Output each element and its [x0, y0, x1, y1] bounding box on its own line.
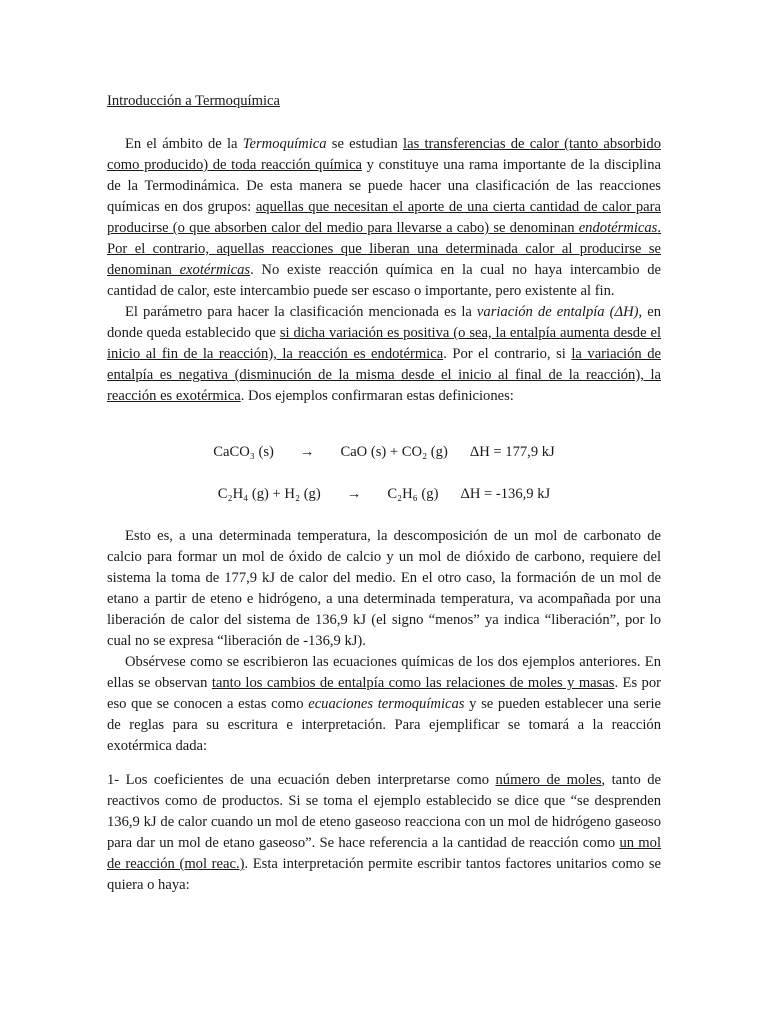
emphasis: variación de entalpía (ΔH), [476, 304, 643, 320]
explanation-section [107, 526, 661, 757]
underlined-text: la variación de entalpía es negativa (disminución de la misma desde el inicio al final de la reacción), la reacción es exotérmica [107, 346, 661, 404]
text: . Esta interpretación permite escribir tantos factores unitarios como se quiera o haya: [107, 856, 661, 893]
rule-1-paragraph [107, 770, 661, 896]
text: . Es por eso que se conocen a estas como [107, 675, 661, 712]
eq2-arrow: → [346, 486, 362, 502]
text: . No existe reacción química en la cual no haya intercambio de cantidad de calor, este intercambio puede ser escaso o importante, pero existente al fin. [107, 262, 662, 299]
equation-1 [107, 442, 661, 462]
underlined-text: tanto los cambios de entalpía como las relaciones de moles y masas [211, 675, 615, 691]
eq2-product: C₂H₆ (g) [387, 486, 439, 502]
underlined-text: las transferencias de calor (tanto absorbido como producido) de toda reacción química [107, 136, 661, 173]
text: . Por el contrario, aquellas reacciones que liberan una determinada calor al producirse se denominan [107, 220, 661, 278]
emphasis: Termoquímica [242, 136, 327, 152]
eq1-reactant: CaCO₃ (s) [213, 444, 274, 460]
emphasis: endotérmicas [578, 220, 658, 236]
underlined-text: número de moles [495, 772, 602, 788]
emphasis: ecuaciones termoquímicas [308, 696, 465, 712]
underlined-text: si dicha variación es positiva (o sea, la entalpía aumenta desde el inicio al fin de la reacción), la reacción es endotérmica [107, 325, 661, 362]
emphasis: exotérmicas [179, 262, 251, 278]
document-title: Introducción a Termoquímica [107, 93, 280, 109]
text: aquellas que necesitan el aporte de una cierta cantidad de calor para producirse (o que absorben calor del medio para llevarse a cabo) se denominan [107, 199, 661, 236]
rule-1-section [107, 770, 661, 896]
text: en donde queda establecido que [107, 304, 661, 341]
underlined-text: un mol de reacción (mol reac.) [107, 835, 661, 872]
text: 1- Los coeficientes de una ecuación deben interpretarse como [107, 772, 496, 788]
text: En el ámbito de la [125, 136, 243, 152]
text: se estudian [326, 136, 404, 152]
text: Obsérvese como se escribieron las ecuaciones químicas de los dos ejemplos anteriores. En ellas se observan [107, 654, 661, 691]
text: El parámetro para hacer la clasificación mencionada es la [125, 304, 477, 320]
paragraph-2 [107, 302, 661, 407]
text: . Dos ejemplos confirmaran estas definiciones: [240, 388, 514, 404]
intro-section [107, 134, 661, 407]
text: y constituye una rama importante de la disciplina de la Termodinámica. De esta manera se puede hacer una clasificación de las reacciones químicas en dos grupos: [107, 157, 661, 215]
eq1-products: CaO (s) + CO₂ (g) [340, 444, 448, 460]
text: , tanto de reactivos como de productos. Si se toma el ejemplo establecido se dice que “se desprenden 136,9 kJ de calor cuando un mol de eteno gaseoso reacciona con un mol de hidrógeno gaseoso para dar un mol de etano gaseoso”. Se hace referencia a la cantidad de reacción como [107, 772, 662, 851]
eq2-enthalpy: ΔH = -136,9 kJ [460, 486, 551, 502]
eq2-reactants: C₂H₄ (g) + H₂ (g) [217, 486, 321, 502]
paragraph-3: Esto es, a una determinada temperatura, la descomposición de un mol de carbonato de calcio para formar un mol de óxido de calcio y un mol de dióxido de carbono, requiere del sistema la toma de 177,9 kJ de calor del medio. En el otro caso, la formación de un mol de etano a partir de eteno e hidrógeno, a una determinada temperatura, va acompañada por una liberación de calor del sistema de 136,9 kJ (el signo “menos” ya indica “liberación”, por lo cual no se expresa “liberación de -136,9 kJ). [107, 528, 661, 649]
text: . Por el contrario, si [443, 346, 572, 362]
equation-2 [107, 484, 661, 504]
paragraph-1 [107, 134, 661, 302]
eq1-arrow: → [299, 444, 315, 460]
paragraph-4 [107, 652, 661, 757]
text: y se pueden establecer una serie de reglas para su escritura e interpretación. Para ejemplificar se tomará a la reacción exotérmica dada: [107, 696, 661, 754]
eq1-enthalpy: ΔH = 177,9 kJ [469, 444, 555, 460]
